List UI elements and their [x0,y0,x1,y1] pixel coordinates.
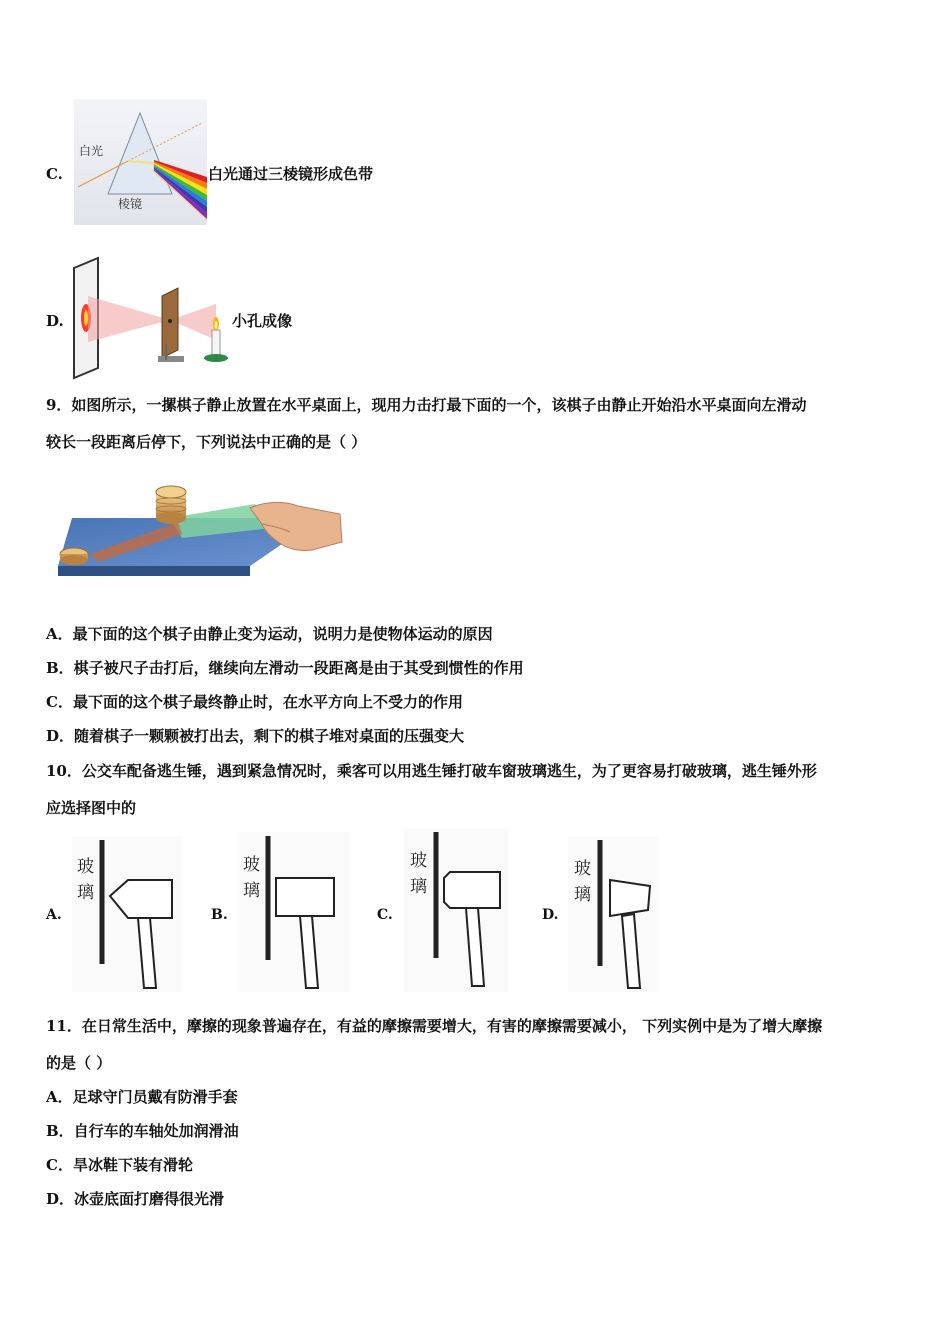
q9-stem-line2: 较长一段距离后停下，下列说法中正确的是（ ） [46,433,367,451]
q10-option-a-letter: A. [46,907,62,923]
option-d-text: 小孔成像 [232,312,293,330]
glass-label-c1: 玻 [410,851,427,871]
q9-option-a: A．最下面的这个棋子由静止变为运动，说明力是使物体运动的原因 [46,625,493,643]
option-d-letter: D. [46,312,64,330]
q11-option-c: C．旱冰鞋下装有滑轮 [46,1156,193,1174]
q11-stem-line2: 的是（ ） [46,1054,112,1072]
checkers-stack-figure [50,478,350,582]
hammer-d-figure [568,836,658,992]
q11-stem-line1: 11．在日常生活中，摩擦的现象普遍存在，有益的摩擦需要增大，有害的摩擦需要减小， 下列实例中是为了增大摩擦 [46,1017,823,1035]
prism-label: 棱镜 [118,197,143,211]
glass-label-c2: 璃 [410,877,427,897]
q9-option-d: D．随着棋子一颗颗被打出去，剩下的棋子堆对桌面的压强变大 [46,727,465,745]
pinhole-camera-figure [66,256,232,380]
q11-option-b: B．自行车的车轴处加润滑油 [46,1122,239,1140]
hammer-a-figure [72,836,182,992]
white-light-label: 白光 [79,144,104,158]
q10-stem-line2: 应选择图中的 [46,799,137,817]
hammer-c-figure [404,828,508,992]
q11-option-d: D．冰壶底面打磨得很光滑 [46,1190,225,1208]
option-c-text: 白光通过三棱镜形成色带 [208,165,374,183]
glass-label-a2: 璃 [77,883,94,903]
q10-option-d-letter: D. [542,907,559,923]
glass-label-a1: 玻 [77,857,94,877]
glass-label-d2: 璃 [574,885,591,905]
glass-label-b1: 玻 [243,855,260,875]
option-c-letter: C. [46,165,63,183]
hammer-b-figure [238,832,350,992]
q10-option-b-letter: B. [211,907,228,923]
q10-stem-line1: 10．公交车配备逃生锤，遇到紧急情况时，乘客可以用逃生锤打破车窗玻璃逃生，为了更容易打破玻璃，逃生锤外形 [46,762,817,780]
q10-option-c-letter: C. [377,907,393,923]
glass-label-d1: 玻 [574,859,591,879]
glass-label-b2: 璃 [243,881,260,901]
q9-option-c: C．最下面的这个棋子最终静止时，在水平方向上不受力的作用 [46,693,463,711]
q9-option-b: B．棋子被尺子击打后，继续向左滑动一段距离是由于其受到惯性的作用 [46,659,524,677]
prism-dispersion-figure [74,99,207,225]
q9-stem-line1: 9．如图所示，一摞棋子静止放置在水平桌面上，现用力击打最下面的一个，该棋子由静止开始沿水平桌面向左滑动 [46,396,807,414]
q11-option-a: A．足球守门员戴有防滑手套 [46,1088,238,1106]
